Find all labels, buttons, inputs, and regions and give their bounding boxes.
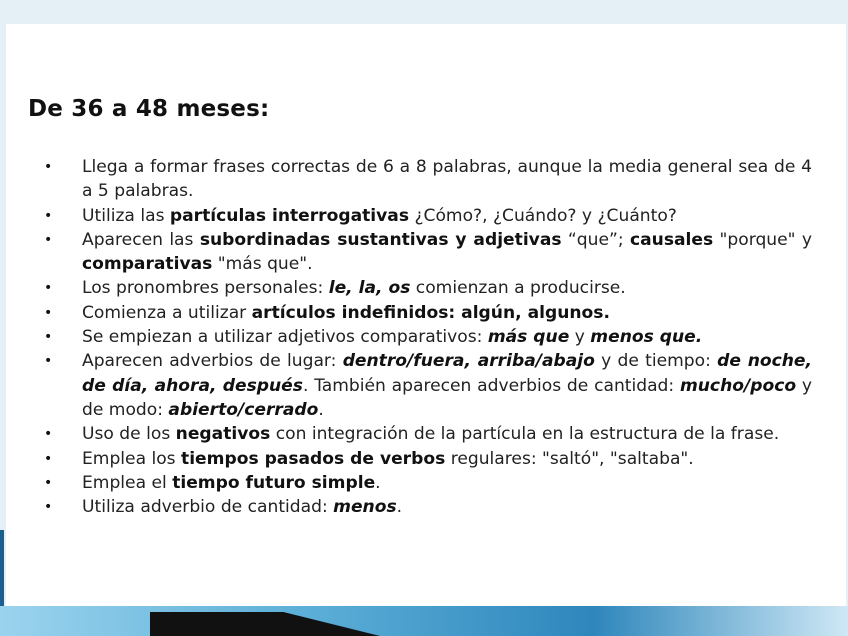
list-item: [40, 228, 812, 277]
list-item: [40, 276, 812, 300]
bullet-icon: •: [44, 280, 53, 297]
bullet-icon: •: [44, 207, 53, 224]
item-text: Uso de los: [82, 424, 176, 445]
page-title: De 36 a 48 meses:: [28, 96, 270, 122]
bullet-icon: •: [44, 231, 53, 248]
item-text: .: [396, 497, 403, 518]
bullet-list: [40, 155, 812, 519]
item-text: y: [569, 327, 591, 348]
bullet-icon: •: [44, 159, 53, 175]
item-text: Se empiezan a utilizar adjetivos comparativos:: [82, 327, 488, 348]
bold-text: subordinadas sustantivas y adjetivas: [199, 229, 562, 250]
bold-italic-text: más que: [487, 327, 570, 348]
bold-text: causales: [629, 229, 714, 250]
bold-italic-text: menos: [333, 497, 397, 518]
bullet-icon: •: [44, 304, 53, 321]
item-text: Utiliza adverbio de cantidad:: [82, 497, 334, 518]
item-text: Emplea los: [82, 448, 182, 469]
list-item: [40, 325, 812, 349]
item-text: Los pronombres personales:: [82, 278, 329, 299]
list-item: [40, 349, 812, 422]
bullet-icon: •: [44, 450, 53, 467]
item-text: "más que".: [212, 254, 313, 275]
bold-text: artículos indefinidos: algún, algunos.: [251, 302, 610, 323]
bullet-icon: •: [44, 474, 53, 491]
list-item: [40, 204, 812, 228]
bold-italic-text: de noche, de día, ahora, después: [82, 351, 812, 396]
item-text: Comienza a utilizar: [82, 302, 252, 323]
bold-italic-text: le, la, os: [328, 278, 411, 299]
list-item: [40, 155, 812, 204]
list-item: [40, 495, 812, 519]
item-text: .: [375, 472, 381, 493]
item-text: “que”;: [561, 229, 630, 250]
item-text: .: [318, 399, 324, 420]
list-item: [40, 422, 812, 446]
bold-text: negativos: [175, 424, 271, 445]
item-text: y de modo:: [82, 375, 812, 420]
bold-text: tiempos pasados de verbos: [181, 448, 446, 469]
list-item: [40, 471, 812, 495]
item-text: Aparecen adverbios de lugar:: [82, 351, 343, 372]
bold-text: partículas interrogativas: [169, 205, 410, 226]
item-text: Utiliza las: [82, 205, 170, 226]
item-text: Aparecen las: [82, 229, 200, 250]
item-text: regulares: "saltó", "saltaba".: [445, 448, 694, 469]
bullet-icon: •: [44, 426, 53, 443]
bold-italic-text: dentro/fuera, arriba/abajo: [342, 351, 595, 372]
item-text: comienzan a producirse.: [410, 278, 626, 299]
list-item: [40, 447, 812, 471]
item-text: y de tiempo:: [594, 351, 718, 372]
bold-italic-text: mucho/poco: [679, 375, 797, 396]
bold-text: tiempo futuro simple: [172, 472, 376, 493]
item-text: . También aparecen adverbios de cantidad:: [302, 375, 680, 396]
bold-italic-text: menos que.: [590, 327, 703, 348]
item-text: Llega a formar frases correctas de 6 a 8 palabras, aunque la media general sea de 4 a 5 palabras.: [82, 157, 812, 202]
list-item: [40, 301, 812, 325]
item-text: ¿Cómo?, ¿Cuándo? y ¿Cuánto?: [409, 205, 677, 226]
item-text: "porque" y: [713, 229, 813, 250]
item-text: con integración de la partícula en la estructura de la frase.: [270, 424, 780, 445]
item-text: Emplea el: [82, 472, 173, 493]
bullet-icon: •: [44, 353, 53, 370]
bottom-decoration-band: [0, 606, 848, 636]
bullet-icon: •: [44, 499, 53, 516]
bold-text: comparativas: [82, 254, 213, 275]
bold-italic-text: abierto/cerrado: [168, 399, 319, 420]
bullet-icon: •: [44, 329, 53, 346]
